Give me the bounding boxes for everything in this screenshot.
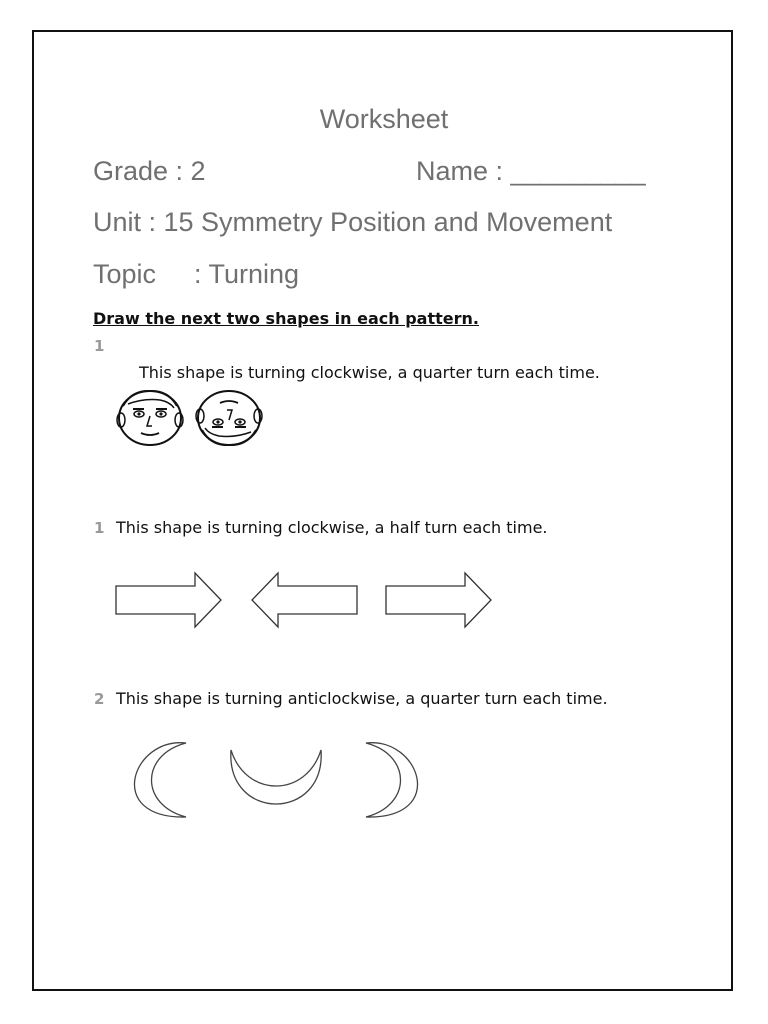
question-text: This shape is turning clockwise, a half turn each time. xyxy=(116,518,548,537)
crescent-left-icon xyxy=(114,741,190,819)
crescent-right-icon xyxy=(362,741,438,819)
arrow-right-icon xyxy=(115,572,223,628)
topic-label: Topic xyxy=(93,259,157,289)
topic-value: : Turning xyxy=(194,259,300,289)
face-upside-down-icon xyxy=(193,388,265,450)
arrow-left-icon xyxy=(250,572,358,628)
question-number: 1 xyxy=(94,519,105,537)
worksheet-title: Worksheet xyxy=(319,104,449,134)
face-upright-icon xyxy=(114,386,186,448)
grade-label: Grade : 2 xyxy=(93,156,206,186)
name-field[interactable]: Name : _________ xyxy=(416,156,646,186)
crescent-down-icon xyxy=(228,748,324,812)
question-number: 2 xyxy=(94,690,105,708)
instruction-text: Draw the next two shapes in each pattern. xyxy=(93,309,479,328)
unit-label: Unit : 15 Symmetry Position and Movement xyxy=(93,207,613,237)
question-number: 1 xyxy=(94,337,105,355)
arrow-right-icon xyxy=(385,572,493,628)
question-text: This shape is turning clockwise, a quarter turn each time. xyxy=(139,363,600,382)
question-text: This shape is turning anticlockwise, a quarter turn each time. xyxy=(116,689,608,708)
